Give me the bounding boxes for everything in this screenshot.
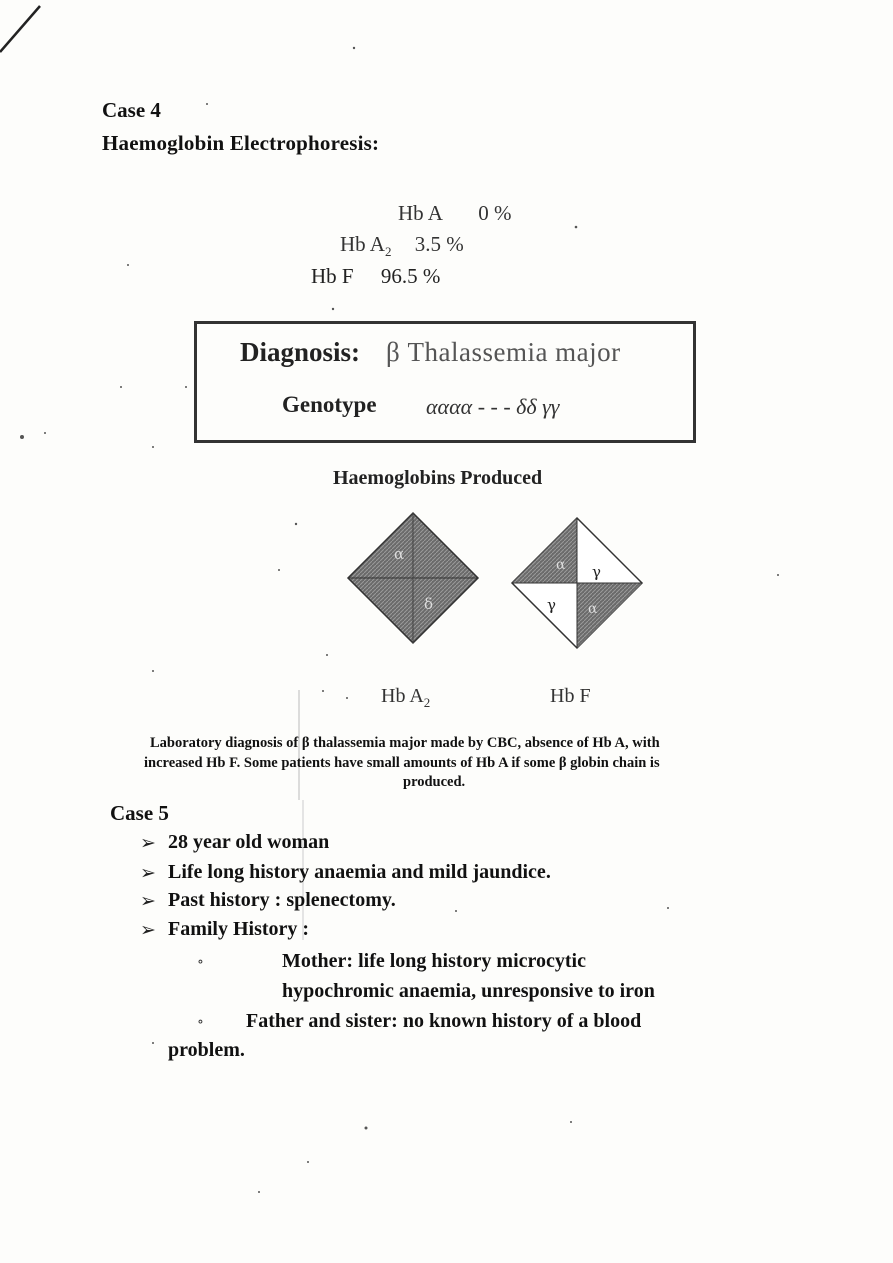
result-label: Hb $A_2$ [340, 232, 392, 260]
electrophoresis-title: Haemoglobin Electrophoresis: [102, 131, 380, 155]
result-row-hba2 [340, 232, 464, 260]
case5-title: Case 5 [110, 801, 169, 825]
genotype-value: αααα - - - δδ γγ [426, 394, 560, 419]
arrow-bullet-icon: ➢ [140, 863, 156, 884]
diagnosis-value: β Thalassemia major [386, 337, 621, 367]
haemoglobins-produced-title: Haemoglobins Produced [333, 467, 543, 489]
case5-item: Family History : [168, 918, 310, 940]
genotype-label: Genotype [282, 392, 377, 417]
family-mother-line-1: Mother: life long history microcytic [282, 950, 586, 972]
hbf-diamond [512, 518, 642, 648]
arrow-bullet-icon: ➢ [140, 891, 156, 912]
note-line-2: increased Hb F. Some patients have small amounts of Hb A if some β globin chain is [144, 755, 660, 771]
hba2-diamond [348, 513, 478, 643]
circle-bullet-icon: ∘ [197, 1015, 204, 1030]
hba2-chain-1: α [394, 545, 405, 563]
arrow-bullet-icon: ➢ [140, 833, 156, 854]
diagnosis-label: Diagnosis: [240, 337, 361, 367]
hbf-label: Hb F [550, 685, 591, 707]
hba2-label: Hb $A_2$ [381, 685, 431, 710]
result-value: 0 % [478, 201, 512, 225]
family-father-line-2: problem. [168, 1039, 245, 1061]
result-value: 96.5 % [380, 264, 441, 288]
result-row-hba [398, 201, 511, 226]
hbf-chain-2: γ [592, 563, 601, 581]
result-label: Hb A [398, 201, 443, 225]
haemoglobin-diagrams [340, 505, 660, 665]
hba2-chain-2: δ [424, 595, 434, 613]
case5-item: Life long history anaemia and mild jaundice. [168, 861, 551, 883]
result-value: 3.5 % [414, 232, 464, 256]
hbf-chain-4: α [588, 601, 598, 617]
result-row-hbf [311, 264, 440, 289]
circle-bullet-icon: ∘ [197, 955, 204, 970]
note-line-1: Laboratory diagnosis of β thalassemia major made by CBC, absence of Hb A, with [150, 735, 660, 751]
case4-title: Case 4 [102, 98, 161, 122]
hbf-chain-1: α [556, 557, 566, 573]
hbf-chain-3: γ [547, 596, 556, 614]
case5-item: 28 year old woman [168, 831, 330, 853]
arrow-bullet-icon: ➢ [140, 920, 156, 941]
note-line-3: produced. [403, 774, 466, 790]
case5-item: Past history : splenectomy. [168, 889, 396, 911]
family-mother-line-2: hypochromic anaemia, unresponsive to iron [282, 980, 655, 1002]
family-father-line-1: Father and sister: no known history of a blood [246, 1010, 642, 1032]
result-label: Hb F [311, 264, 354, 288]
